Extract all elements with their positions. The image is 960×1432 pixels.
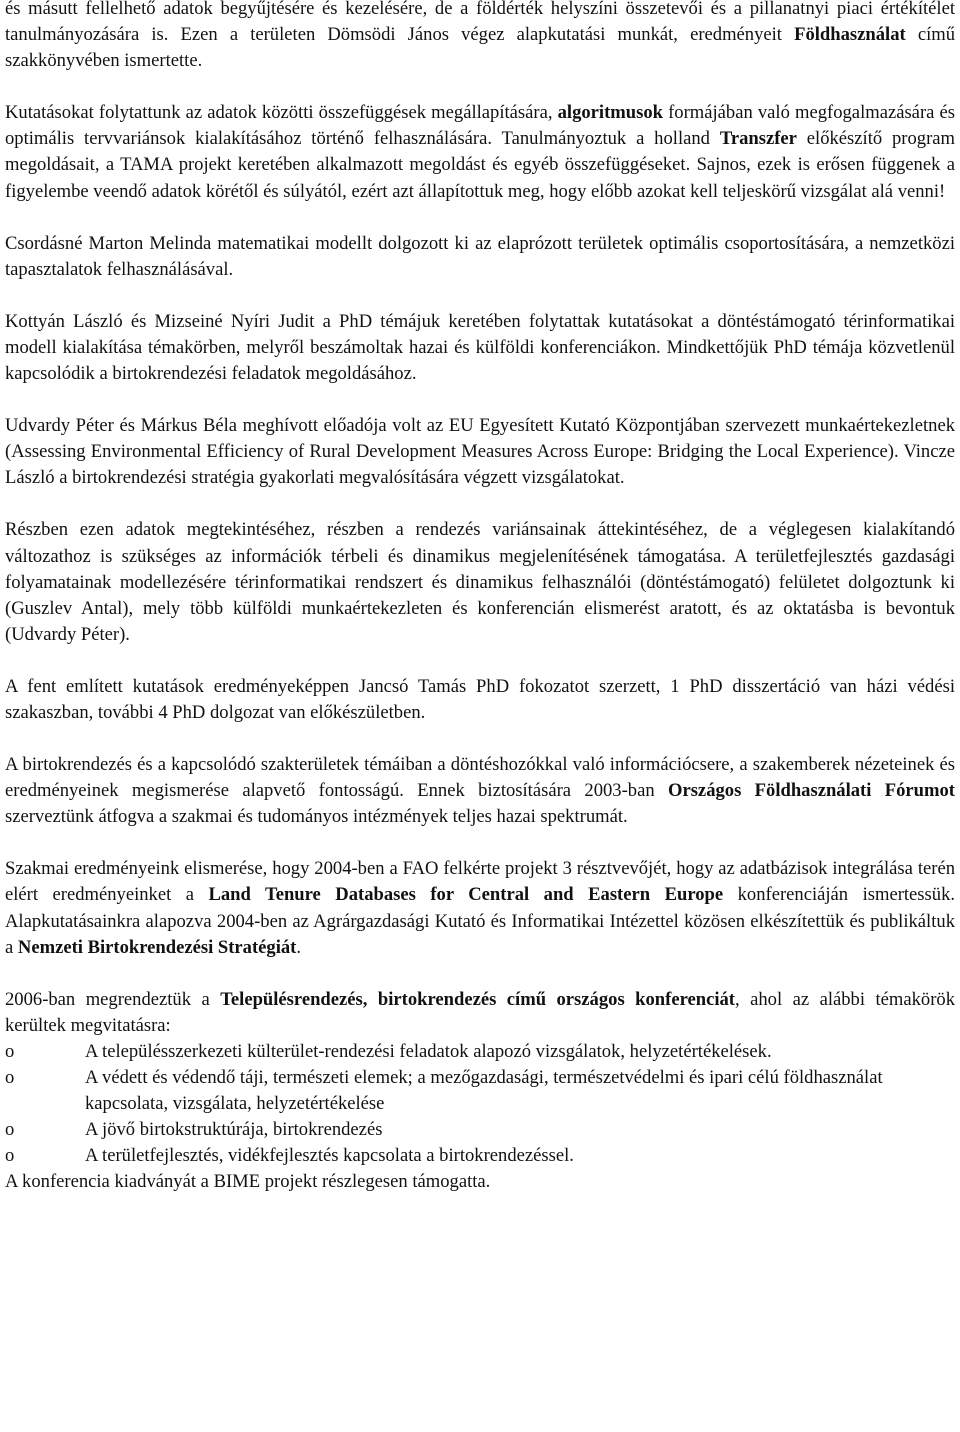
paragraph-kottyan: Kottyán László és Mizseiné Nyíri Judit a PhD témájuk keretében folytattak kutatásokat a döntéstámogató térinformatikai modell kialakítása témakörben, melyről beszámoltak hazai és külföldi konferenciákon. Mindkettőjük PhD témája közvetlenül kapcsolódik a birtokrendezési feladatok megoldásához. (5, 310, 955, 385)
list-item: o A jövő birtokstruktúrája, birtokrendezés (5, 1117, 955, 1143)
paragraph-fao: Szakmai eredményeink elismerése, hogy 2004-ben a FAO felkérte projekt 3 résztvevőjét, hogy az adatbázisok integrálása terén elért eredményeinket a Land Tenure Databases for Central and Eastern Europe konferenciáján ismertessük. Alapkutatásainkra alapozva 2004-ben az Agrárgazdasági Kutató és Informatikai Intézettel közösen elkészítettük és publikáltuk a Nemzeti Birtokrendezési Stratégiát. (5, 858, 956, 958)
bold-conference-2006: Településrendezés, birtokrendezés című országos konferenciát (220, 988, 735, 1010)
bullet-marker: o (5, 1040, 15, 1062)
topic-list (5, 1039, 955, 1169)
paragraph-forum: A birtokrendezés és a kapcsolódó szakterületek témáiban a döntéshozókkal való információcsere, a szakemberek nézeteinek és eredményeinek megismerése alapvető fontosságú. Ennek biztosítására 2003-ban Országos Földhasználati Fórumot szerveztünk átfogva a szakmai és tudományos intézmények teljes hazai spektrumát. (5, 754, 955, 828)
bold-conference-title: Land Tenure Databases for Central and Eastern Europe (208, 884, 724, 906)
bullet-marker: o (5, 1067, 15, 1088)
book-title: Földhasználat (794, 24, 906, 46)
paragraph-udvardy: Udvardy Péter és Márkus Béla meghívott előadója volt az EU Egyesített Kutató Központjában szervezett munkaértekezletnek (Assessing Environmental Efficiency of Rural Development Measures Across Europe: Bridging the Local Experience). Vincze László a birtokrendezési stratégia gyakorlati megvalósítására végzett vizsgálatokat. (5, 415, 955, 489)
bold-strategy: Nemzeti Birtokrendezési Stratégiát (17, 936, 297, 958)
paragraph-bime-support: A konferencia kiadványát a BIME projekt részlegesen támogatta. (5, 1171, 491, 1193)
list-item: o A területfejlesztés, vidékfejlesztés kapcsolata a birtokrendezéssel. (5, 1143, 955, 1169)
bold-transzfer: Transzfer (719, 128, 797, 150)
paragraph-algorithms: Kutatásokat folytattunk az adatok közötti összefüggések megállapítására, algoritmusok formájában való megfogalmazására és optimális tervvariánsok kialakításához történő felhasználására. Tanulmányoztuk a holland Transzfer előkészítő program megoldásait, a TAMA projekt keretében alkalmazott megoldást és egyéb összefüggéseket. Sajnos, ezek is erősen függenek a figyelembe veendő adatok körétől és súlyától, ezért azt állapítottuk meg, hogy előbb azokat kell teljeskörű vizsgálat alá venni! (5, 102, 955, 202)
paragraph-phd-results: A fent említett kutatások eredményeképpen Jancsó Tamás PhD fokozatot szerzett, 1 PhD disszertáció van házi védési szakaszban, további 4 PhD dolgozat van előkészületben. (5, 675, 955, 723)
bullet-marker: o (5, 1145, 15, 1167)
bold-forum: Országos Földhasználati Fórumot (667, 780, 955, 802)
document-page (5, 0, 955, 1195)
bold-algorithms: algoritmusok (557, 102, 663, 124)
bullet-marker: o (5, 1119, 15, 1141)
paragraph-csordasne: Csordásné Marton Melinda matematikai modellt dolgozott ki az elaprózott területek optimális csoportosítására, a nemzetközi tapasztalatok felhasználásával. (5, 232, 955, 280)
paragraph-visualization: Részben ezen adatok megtekintéséhez, részben a rendezés variánsainak áttekintéséhez, de a véglegesen kialakítandó változathoz is szükséges az információk térbeli és dinamikus megjelenítésének támogatása. A területfejlesztés gazdasági folyamatainak modellezésére térinformatikai rendszert és dinamikus felhasználói (döntéstámogató) felületet dolgoztunk ki (Guszlev Antal), mely több külföldi munkaértekezleten és konferencián elismerést aratott, és az oktatásba is bevontuk (Udvardy Péter). (5, 519, 955, 645)
paragraph-land-value: és másutt fellelhető adatok begyűjtésére és kezelésére, de a földérték helyszíni összetevői és a pillanatnyi piaci értékítélet tanulmányozására is. Ezen a területen Dömsödi János végez alapkutatási munkát, eredményeit Földhasználat című szakkönyvében ismertette. (5, 0, 956, 72)
list-item: o A védett és védendő táji, természeti elemek; a mezőgazdasági, természetvédelmi és ipari célú földhasználat kapcsolata, vizsgálata, helyzetértékelése (5, 1067, 883, 1115)
list-item: o A településszerkezeti külterület-rendezési feladatok alapozó vizsgálatok, helyzetértékelések. (5, 1039, 955, 1065)
paragraph-conference-2006: 2006-ban megrendeztük a Településrendezés, birtokrendezés című országos konferenciát, ahol az alábbi témakörök kerültek megvitatásra: (5, 988, 955, 1036)
